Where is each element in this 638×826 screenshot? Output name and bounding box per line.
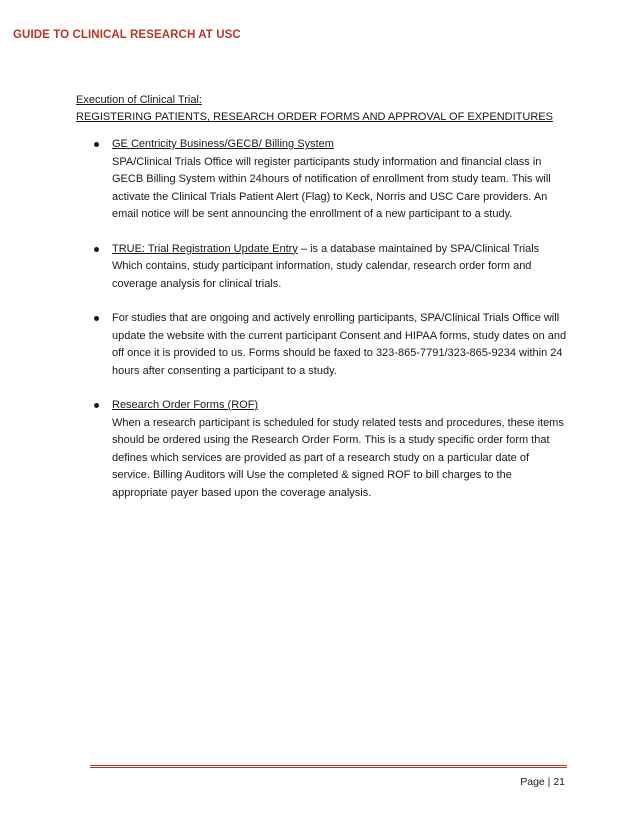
bullet-item-rof	[92, 397, 568, 502]
bullet-title: Research Order Forms (ROF)	[112, 399, 259, 411]
footer-divider-secondary	[90, 767, 567, 768]
section-heading	[76, 92, 553, 126]
bullet-body: For studies that are ongoing and actively enrolling participants, SPA/Clinical Trials Office will update the website with the current participant Consent and HIPAA forms, study dates on and off once it is provided to us. Forms should be faxed to 323-865-7791/323-865-9234 within 24 hours after consenting a participant to a study.	[112, 312, 567, 377]
section-heading-line-2: REGISTERING PATIENTS, RESEARCH ORDER FORMS AND APPROVAL OF EXPENDITURES	[76, 111, 553, 123]
bullet-body: When a research participant is scheduled for study related tests and procedures, these items should be ordered using the Research Order Form. This is a study specific order form that defines which services are provided as part of a research study on a particular date of service. Billing Auditors will Use the completed & signed ROF to bill charges to the appropriate payer based upon the coverage analysis.	[112, 416, 564, 499]
bullet-body: SPA/Clinical Trials Office will register participants study information and financial class in GECB Billing System within 24hours of notification of enrollment from study team. This will activate the Clinical Trials Patient Alert (Flag) to Keck, Norris and USC Care providers. An email notice will be sent announcing the enrollment of a new participant to a study.	[112, 155, 551, 220]
document-header-title: GUIDE TO CLINICAL RESEARCH AT USC	[13, 29, 241, 41]
bullet-title-suffix: – is a database maintained by SPA/Clinical Trials	[297, 242, 540, 255]
bullet-title: GE Centricity Business/GECB/ Billing System	[112, 138, 334, 150]
bullet-item-gecb	[92, 136, 568, 224]
page-number: Page | 21	[520, 776, 565, 788]
bullet-item-true	[92, 241, 568, 294]
bullet-icon	[94, 247, 99, 252]
bullet-icon	[94, 142, 99, 147]
bullet-list	[92, 136, 568, 502]
bullet-item-website-update	[92, 310, 568, 380]
bullet-body: Which contains, study participant information, study calendar, research order form and coverage analysis for clinical trials.	[112, 260, 532, 290]
bullet-title: TRUE: Trial Registration Update Entry	[112, 242, 298, 255]
footer-divider	[90, 765, 567, 766]
bullet-icon	[94, 403, 99, 408]
section-heading-line-1: Execution of Clinical Trial:	[76, 94, 202, 106]
bullet-icon	[94, 316, 99, 321]
